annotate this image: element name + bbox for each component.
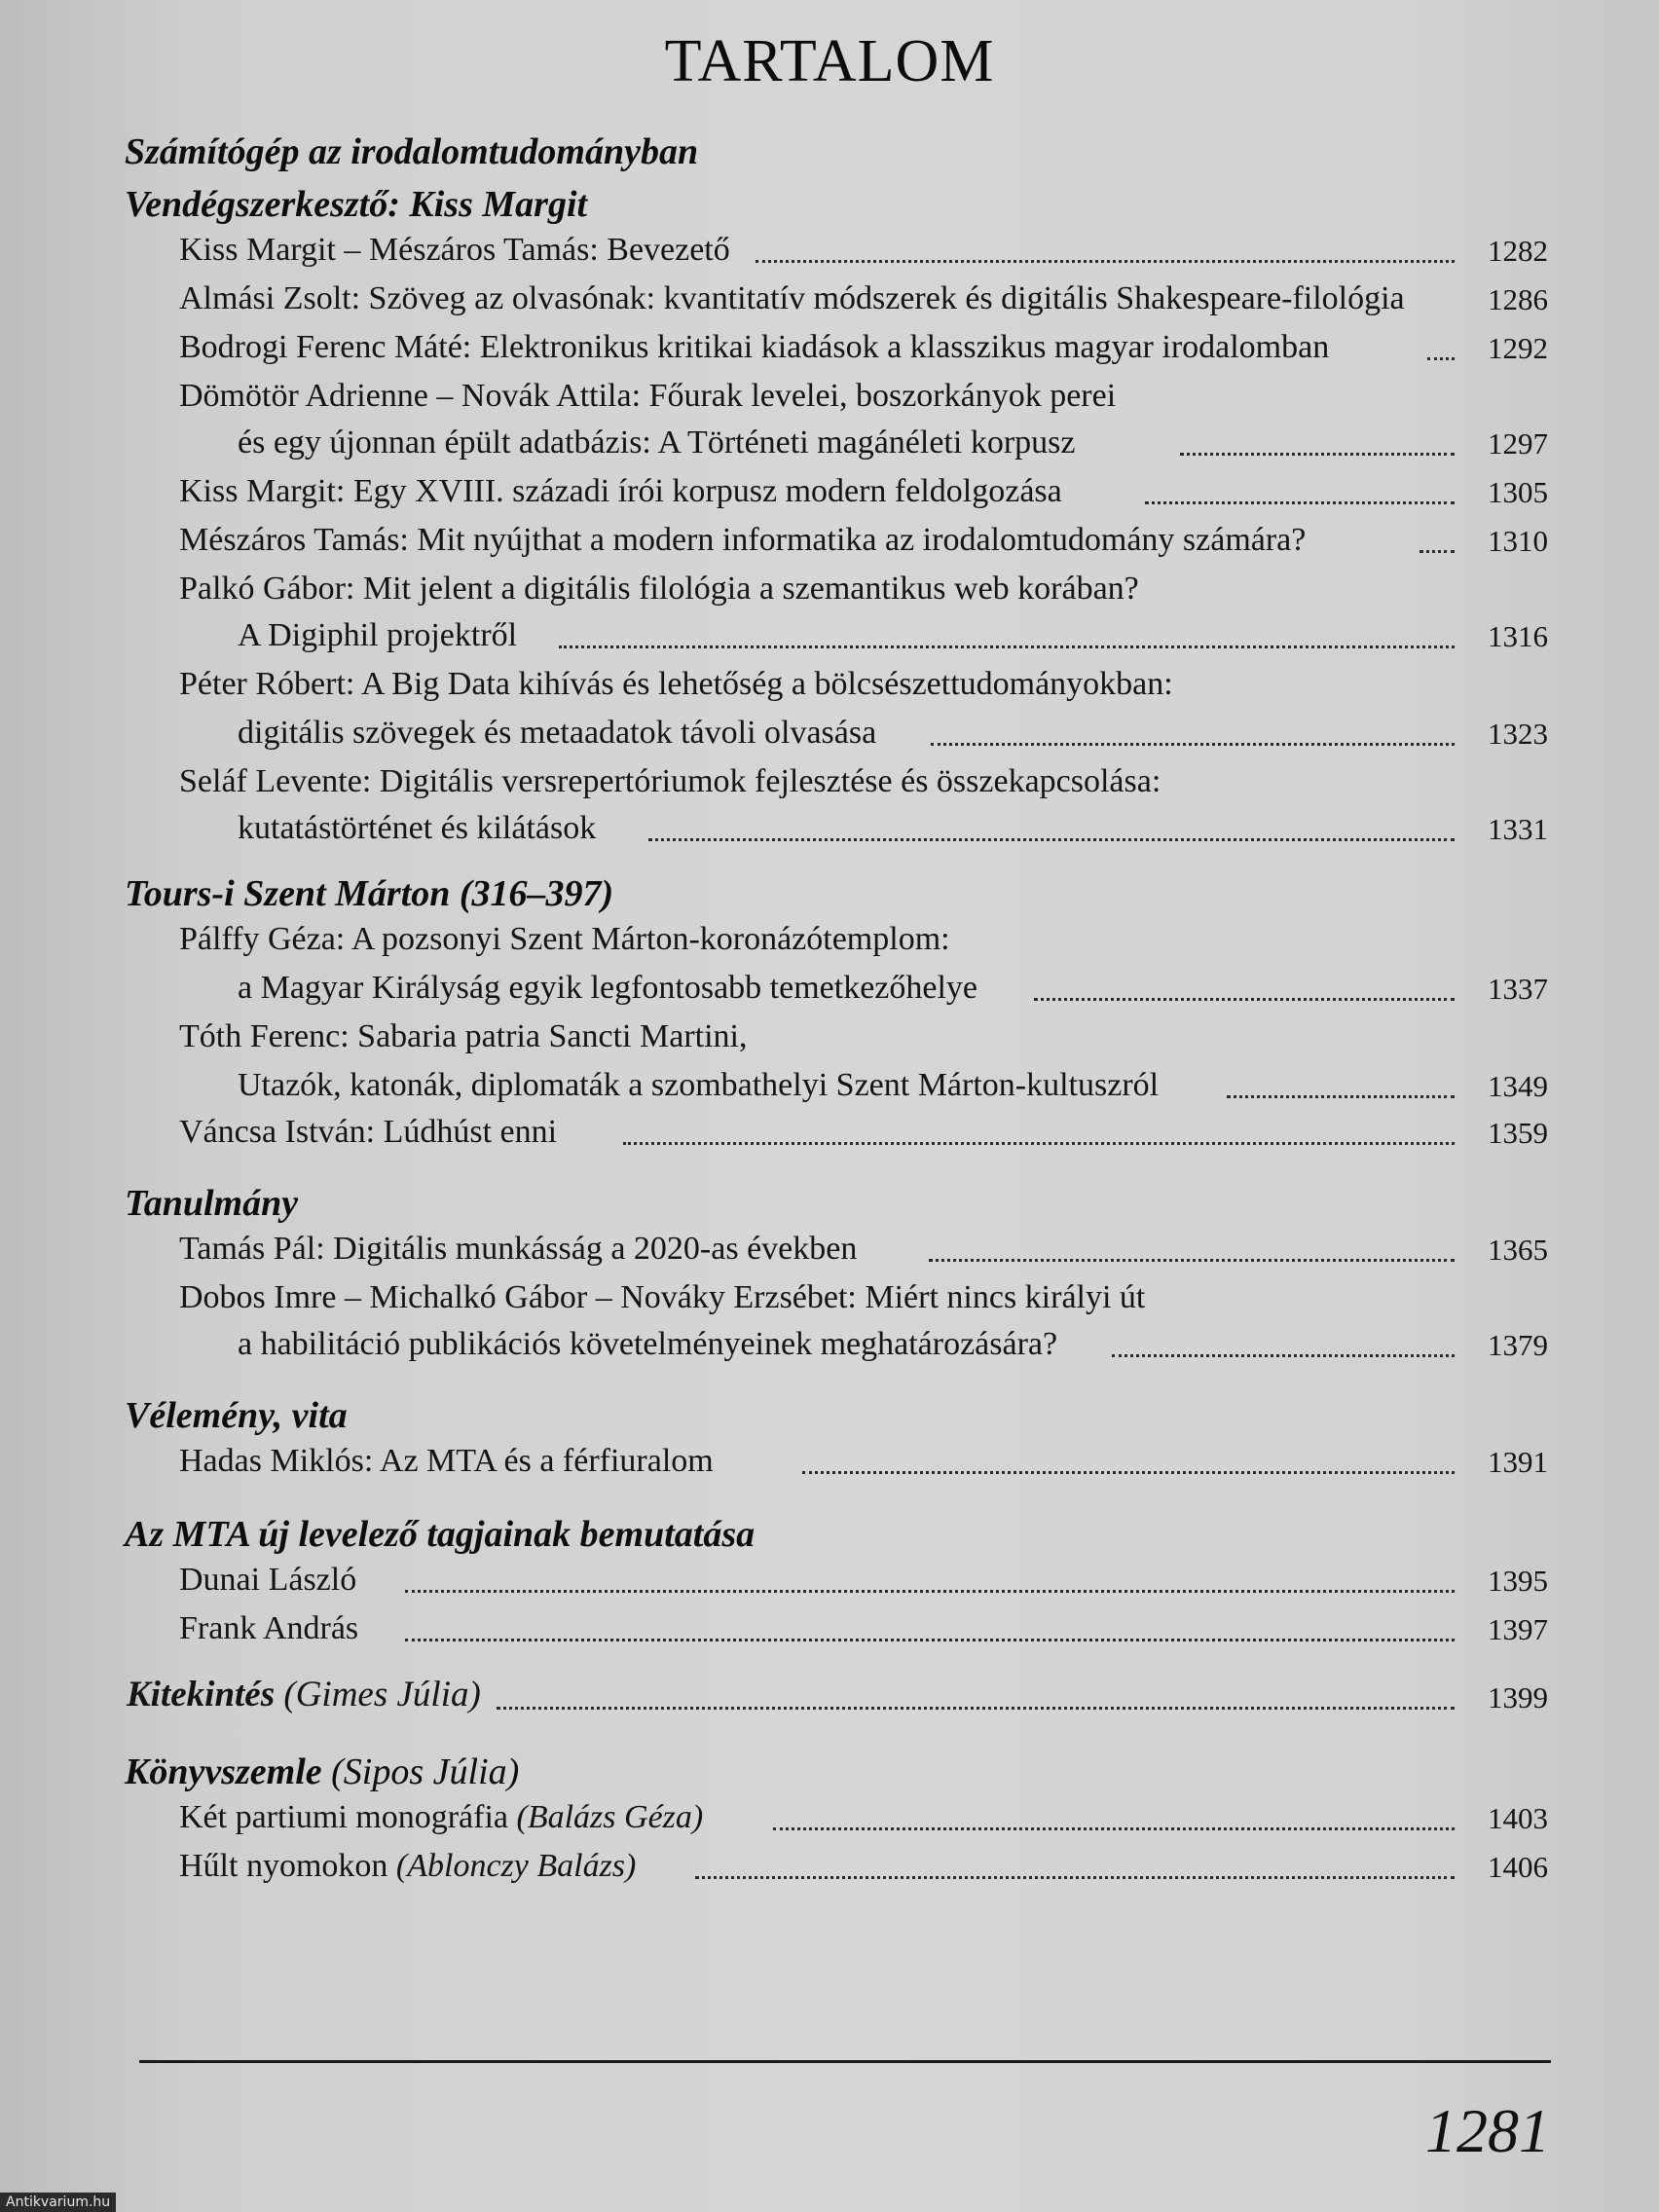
toc-entry-continuation[interactable] (238, 715, 1548, 757)
entry-text: Tamás Pál: Digitális munkásság a 2020-as években (179, 1231, 858, 1267)
entry-text: kutatástörténet és kilátások (238, 810, 597, 846)
dot-leader (405, 1590, 1455, 1593)
watermark: Antikvarium.hu (0, 2193, 116, 2212)
toc-entry[interactable] (179, 1848, 1548, 1891)
toc-entry[interactable] (179, 1279, 1548, 1322)
dot-leader (1227, 1095, 1455, 1098)
dot-leader (802, 1471, 1455, 1474)
dot-leader (1427, 357, 1455, 360)
entry-page: 1310 (1488, 524, 1548, 558)
toc-entry[interactable] (179, 763, 1548, 806)
toc-entry[interactable] (179, 1018, 1548, 1061)
bottom-rule (139, 2060, 1551, 2063)
section-heading-szamitogep: Számítógép az irodalomtudományban (125, 131, 699, 172)
entry-page: 1323 (1488, 717, 1548, 751)
section-heading-szent-marton: Tours-i Szent Márton (316–397) (125, 873, 614, 914)
dot-leader (623, 1142, 1455, 1145)
entry-page: 1359 (1488, 1116, 1548, 1150)
toc-entry-continuation[interactable] (238, 810, 1548, 853)
entry-page: 1391 (1488, 1445, 1548, 1479)
entry-text: és egy újonnan épült adatbázis: A Történeti magánéleti korpusz (238, 424, 1076, 461)
entry-text: Két partiumi monográfia (179, 1799, 509, 1835)
entry-text: Utazók, katonák, diplomaták a szombathelyi Szent Márton-kultuszról (238, 1067, 1160, 1103)
toc-entry[interactable] (179, 280, 1548, 323)
entry-text: digitális szövegek és metaadatok távoli olvasása (238, 715, 877, 751)
toc-entry[interactable] (179, 571, 1548, 613)
dot-leader (1034, 998, 1455, 1001)
entry-page: 1316 (1488, 619, 1548, 653)
entry-page: 1397 (1488, 1612, 1548, 1646)
entry-text: Frank András (179, 1610, 359, 1646)
dot-leader (1180, 453, 1455, 456)
toc-entry-continuation[interactable] (238, 1067, 1548, 1110)
entry-page: 1395 (1488, 1564, 1548, 1598)
toc-entry-continuation[interactable] (238, 617, 1548, 660)
entry-text: a Magyar Királyság egyik legfontosabb temetkezőhelye (238, 970, 978, 1006)
page-number: 1281 (1425, 2096, 1550, 2165)
toc-entry-continuation[interactable] (238, 970, 1548, 1013)
toc-entry[interactable] (179, 522, 1548, 565)
entry-page: 1282 (1488, 234, 1548, 268)
toc-entry[interactable] (179, 666, 1548, 709)
entry-author: (Balázs Géza) (516, 1799, 704, 1835)
dot-leader (1145, 501, 1455, 504)
dot-leader (695, 1876, 1455, 1879)
entry-author: (Gimes Júlia) (283, 1675, 481, 1714)
toc-entry[interactable] (179, 921, 1548, 964)
entry-page: 1406 (1488, 1850, 1548, 1884)
toc-entry[interactable] (179, 378, 1548, 421)
entry-text: Dobos Imre – Michalkó Gábor – Nováky Erzsébet: Miért nincs királyi út (179, 1279, 1146, 1315)
entry-text: Dunai László (179, 1562, 357, 1598)
entry-author: (Ablonczy Balázs) (395, 1848, 637, 1884)
section-heading-tanulmany: Tanulmány (125, 1183, 299, 1224)
section-heading-konyvszemle (125, 1751, 519, 1793)
page-title: TARTALOM (664, 28, 995, 94)
toc-entry-continuation[interactable] (238, 1326, 1548, 1369)
entry-page: 1379 (1488, 1328, 1548, 1362)
dot-leader (1112, 1354, 1455, 1357)
entry-text: Seláf Levente: Digitális versrepertóriumok fejlesztése és összekapcsolása: (179, 763, 1161, 799)
dot-leader (929, 1259, 1455, 1262)
section-heading-velemeny: Vélemény, vita (125, 1395, 348, 1436)
entry-text: Palkó Gábor: Mit jelent a digitális filológia a szemantikus web korában? (179, 571, 1139, 607)
entry-text: Váncsa István: Lúdhúst enni (179, 1114, 558, 1150)
entry-page: 1286 (1488, 282, 1548, 316)
toc-entry-continuation[interactable] (238, 424, 1548, 467)
entry-text: Bodrogi Ferenc Máté: Elektronikus kritikai kiadások a klasszikus magyar irodalomban (179, 329, 1330, 365)
dot-leader (405, 1639, 1455, 1641)
entry-text: Pálffy Géza: A pozsonyi Szent Márton-koronázótemplom: (179, 921, 950, 957)
section-heading-mta-tagok: Az MTA új levelező tagjainak bemutatása (125, 1514, 756, 1555)
dot-leader (773, 1827, 1455, 1830)
entry-page: 1297 (1488, 426, 1548, 461)
entry-text: Mészáros Tamás: Mit nyújthat a modern informatika az irodalomtudomány számára? (179, 522, 1307, 558)
toc-entry[interactable] (179, 1231, 1548, 1273)
section-author: (Sipos Júlia) (331, 1751, 520, 1792)
entry-text: Kiss Margit: Egy XVIII. századi írói korpusz modern feldolgozása (179, 473, 1062, 509)
entry-page: 1403 (1488, 1801, 1548, 1835)
entry-page: 1331 (1488, 812, 1548, 846)
entry-text: a habilitáció publikációs követelményeinek meghatározására? (238, 1326, 1058, 1362)
entry-page: 1349 (1488, 1069, 1548, 1103)
toc-entry[interactable] (179, 329, 1548, 372)
toc-entry[interactable] (179, 1114, 1548, 1157)
toc-entry[interactable] (179, 1799, 1548, 1842)
entry-text: Hűlt nyomokon (179, 1848, 388, 1884)
dot-leader (497, 1707, 1455, 1710)
toc-entry[interactable] (179, 1443, 1548, 1486)
entry-text: Dömötör Adrienne – Novák Attila: Főurak levelei, boszorkányok perei (179, 378, 1117, 414)
entry-page: 1305 (1488, 475, 1548, 509)
entry-text: Tóth Ferenc: Sabaria patria Sancti Martini, (179, 1018, 748, 1054)
dot-leader (1419, 550, 1455, 553)
section-guest-editor: Vendégszerkesztő: Kiss Margit (125, 184, 588, 225)
entry-page: 1292 (1488, 331, 1548, 365)
section-title: Könyvszemle (125, 1751, 322, 1792)
dot-leader (559, 645, 1455, 648)
entry-title: Kitekintés (127, 1675, 276, 1714)
toc-entry-kitekintes[interactable] (127, 1675, 1548, 1721)
entry-text: Hadas Miklós: Az MTA és a férfiuralom (179, 1443, 714, 1479)
dot-leader (648, 838, 1455, 841)
entry-page: 1337 (1488, 972, 1548, 1006)
toc-entry[interactable] (179, 232, 1548, 275)
entry-text: Almási Zsolt: Szöveg az olvasónak: kvantitatív módszerek és digitális Shakespeare-filológia (179, 280, 1405, 316)
dot-leader (756, 260, 1455, 263)
dot-leader (931, 743, 1455, 746)
toc-entry[interactable] (179, 1562, 1548, 1604)
entry-text: Péter Róbert: A Big Data kihívás és lehetőség a bölcsészettudományokban: (179, 666, 1173, 702)
entry-page: 1365 (1488, 1233, 1548, 1267)
entry-page: 1399 (1488, 1680, 1548, 1714)
entry-text: A Digiphil projektről (238, 617, 518, 653)
toc-entry[interactable] (179, 473, 1548, 516)
entry-text: Kiss Margit – Mészáros Tamás: Bevezető (179, 232, 730, 268)
toc-entry[interactable] (179, 1610, 1548, 1653)
